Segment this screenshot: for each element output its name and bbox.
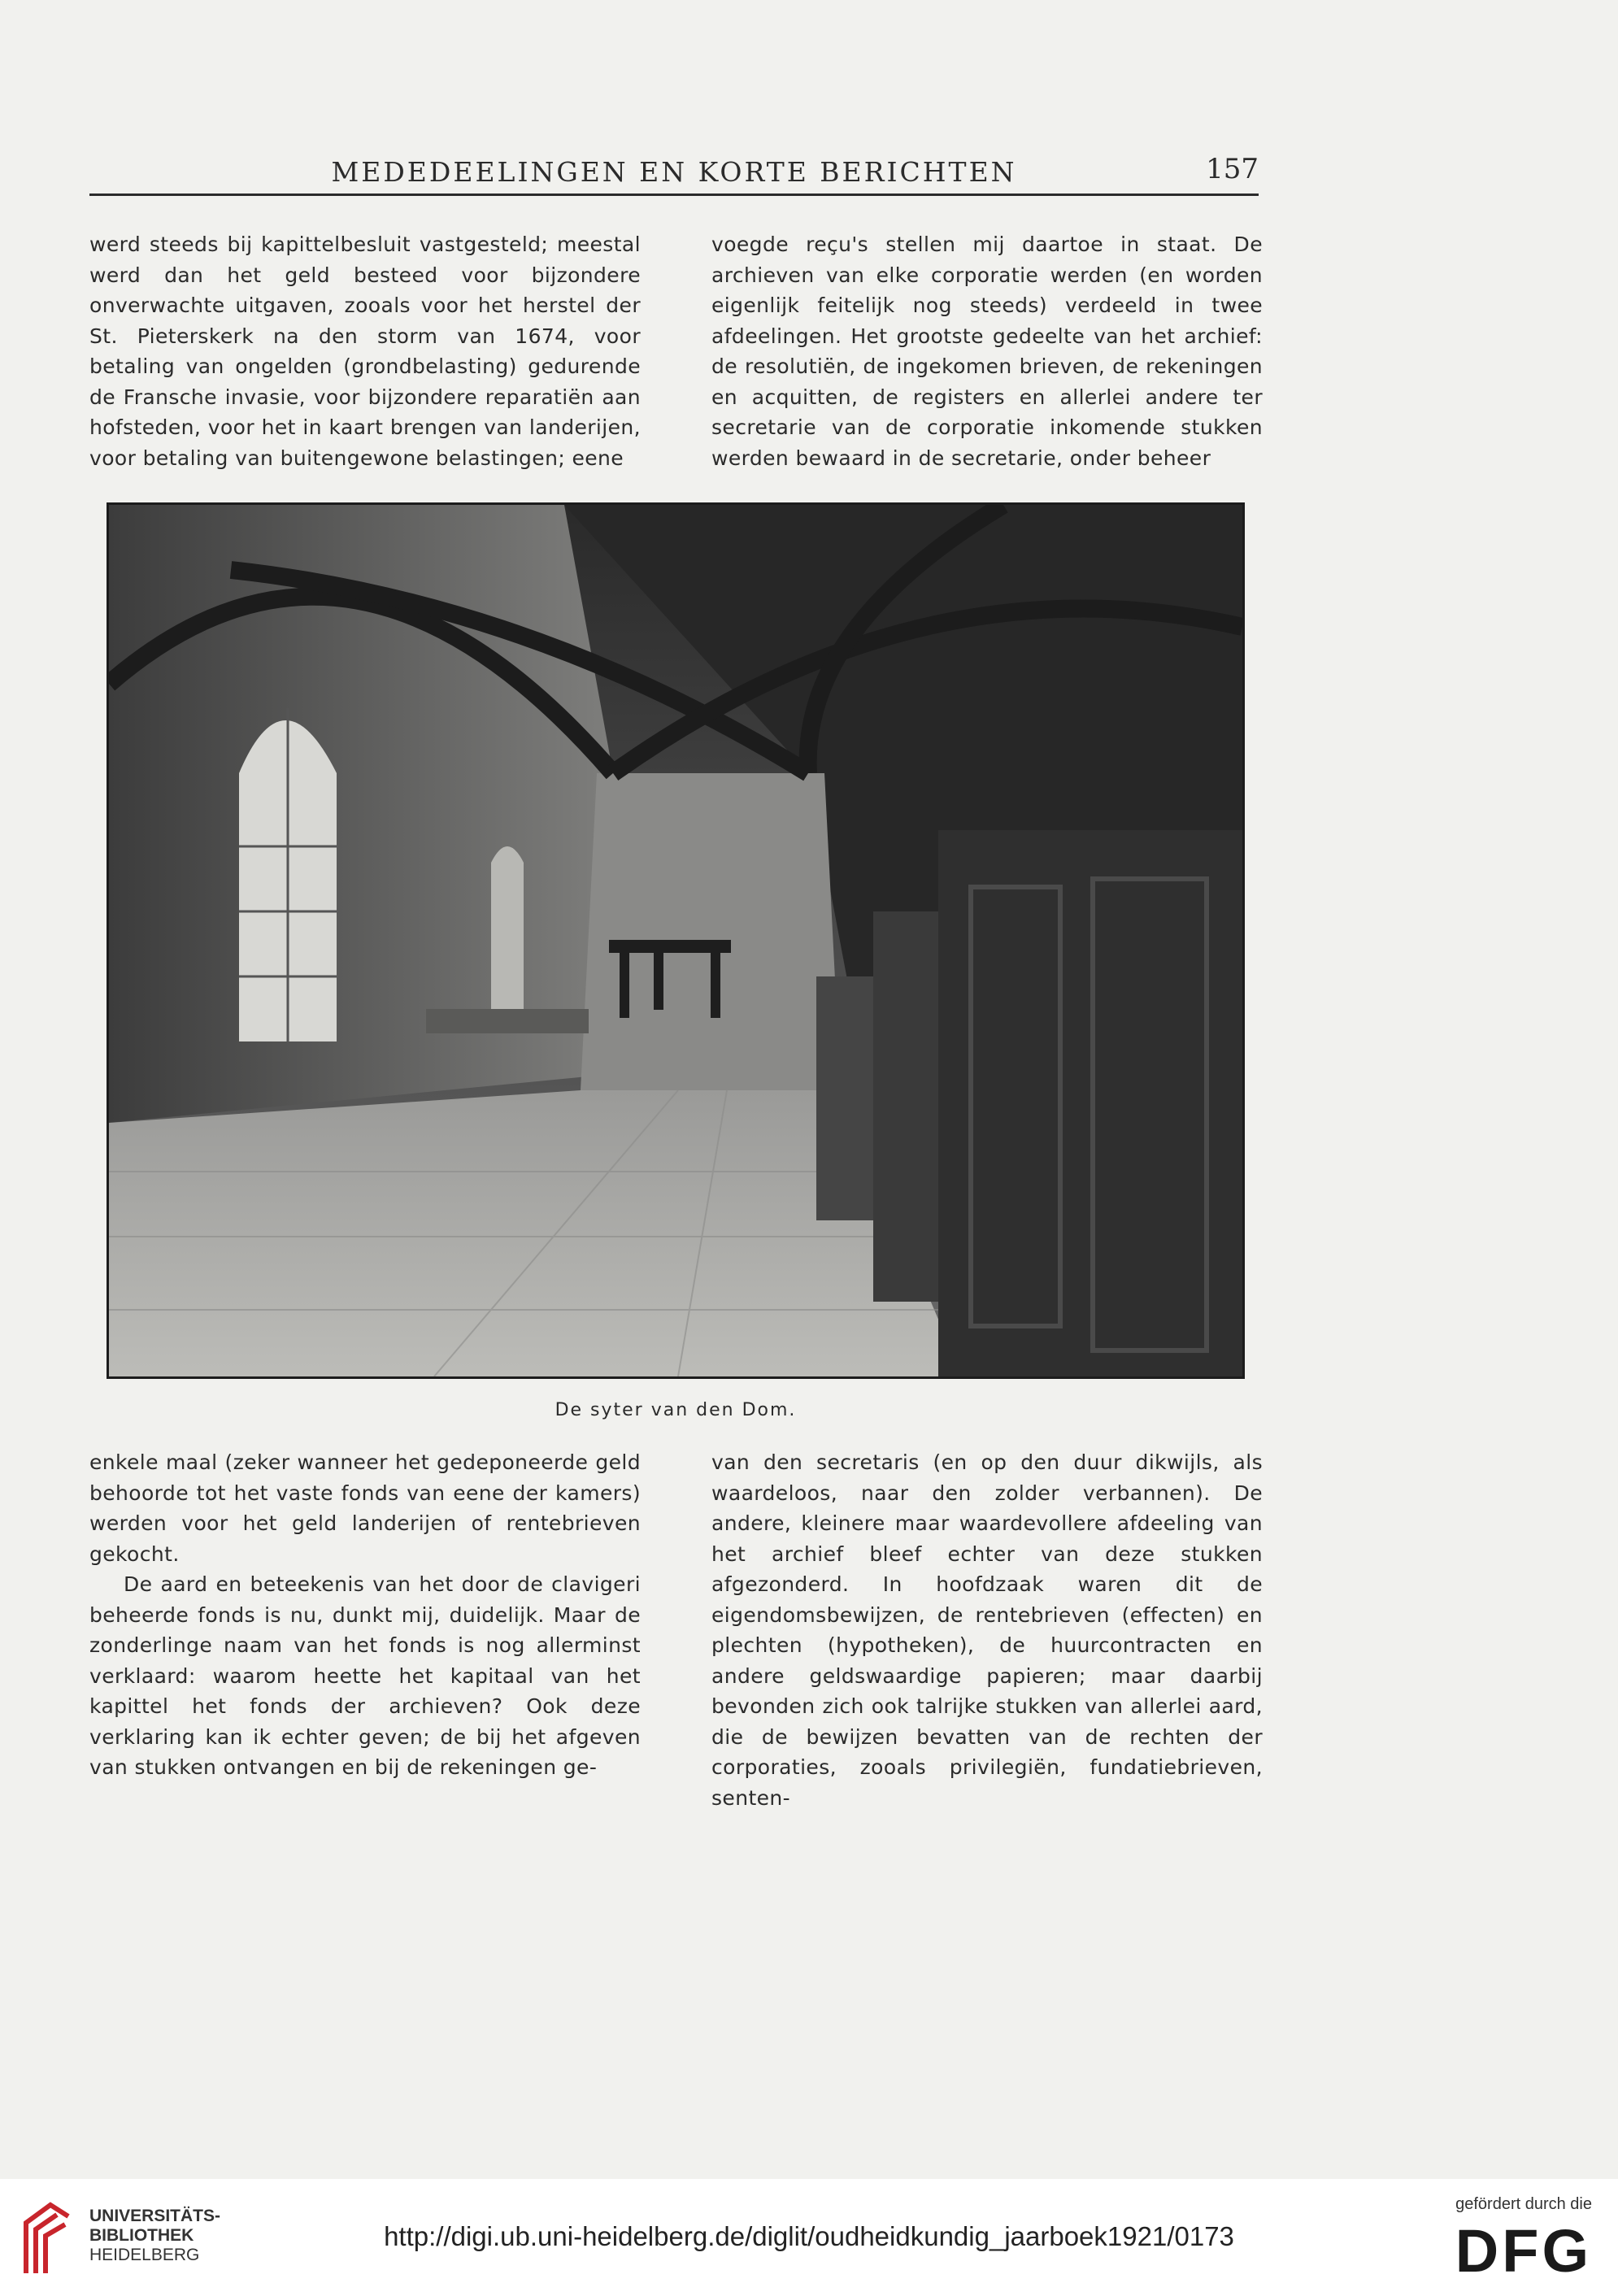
paragraph: De aard en beteekenis van het door de clavigeri beheerde fonds is nu, dunkt mij, duidelijk. Maar de zonderlinge naam van het fonds is nog allerminst verklaard: waarom heette het kapitaal van het kapittel het fonds der archieven? Ook deze verklaring kan ik echter geven; de bij het afgeven van stukken ontvangen en bij de rekeningen ge-	[89, 1572, 641, 1779]
text-column-right-top	[711, 229, 1263, 473]
library-name-line3: HEIDELBERG	[89, 2246, 200, 2264]
funded-by-label: gefördert durch die	[1455, 2195, 1592, 2213]
paragraph: enkele maal (zeker wanneer het gedeponeerde geld behoorde tot het vaste fonds van eene der kamers) werden voor het geld landerijen of rentebrieven gekocht.	[89, 1450, 641, 1566]
page-header	[89, 153, 1259, 196]
vaulted-hall-photograph	[107, 502, 1245, 1379]
paragraph: voegde reçu's stellen mij daartoe in staat. De archieven van elke corporatie werden (en worden eigenlijk feitelijk nog steeds) verdeeld in twee afdeelingen. Het grootste gedeelte van het archief: de resolutiën, de ingekomen brieven, de rekeningen en acquitten, de registers en allerlei andere ter secretarie van de corporatie inkomende stukken werden bewaard in de secretarie, onder beheer	[711, 233, 1263, 470]
digitization-footer	[0, 2179, 1618, 2296]
paragraph: werd steeds bij kapittelbesluit vastgesteld; meestal werd dan het geld besteed voor bijzondere onverwachte uitgaven, zooals voor het herstel der St. Pieterskerk na den storm van 1674, voor betaling van ongelden (grondbelasting) gedurende de Fransche invasie, voor bijzondere reparatiën aan hofsteden, voor het in kaart brengen van landerijen, voor betaling van buitengewone belastingen; eene	[89, 233, 641, 470]
text-column-left-top	[89, 229, 641, 473]
library-name-line1: UNIVERSITÄTS-	[89, 2207, 221, 2225]
running-title: MEDEDEELINGEN EN KORTE BERICHTEN	[331, 156, 1017, 188]
text-column-right-bottom	[711, 1447, 1263, 1813]
paragraph: van den secretaris (en op den duur dikwijls, als waardeloos, naar den zolder verbannen). De andere, kleinere maar waardevollere afdeeling van het archief bleef echter van deze stukken afgezonderd. In hoofdzaak waren dit de eigendomsbewijzen, de rentebrieven (effecten) en plechten (hypotheken), de huurcontracten en andere geldswaardige papieren; maar daarbij bevonden zich ook talrijke stukken van allerlei aard, die de bewijzen bevatten van de rechten der corporaties, zooals privilegiën, fundatiebrieven, senten-	[711, 1450, 1263, 1810]
permalink-url[interactable]: http://digi.ub.uni-heidelberg.de/diglit/oudheidkundig_jaarboek1921/0173	[384, 2221, 1234, 2251]
text-column-left-bottom	[89, 1447, 641, 1783]
dfg-logo: DFG	[1455, 2217, 1592, 2285]
library-name-line2: BIBLIOTHEK	[89, 2226, 194, 2245]
page-number: 157	[1206, 153, 1259, 185]
figure-caption: De syter van den Dom.	[555, 1400, 797, 1420]
